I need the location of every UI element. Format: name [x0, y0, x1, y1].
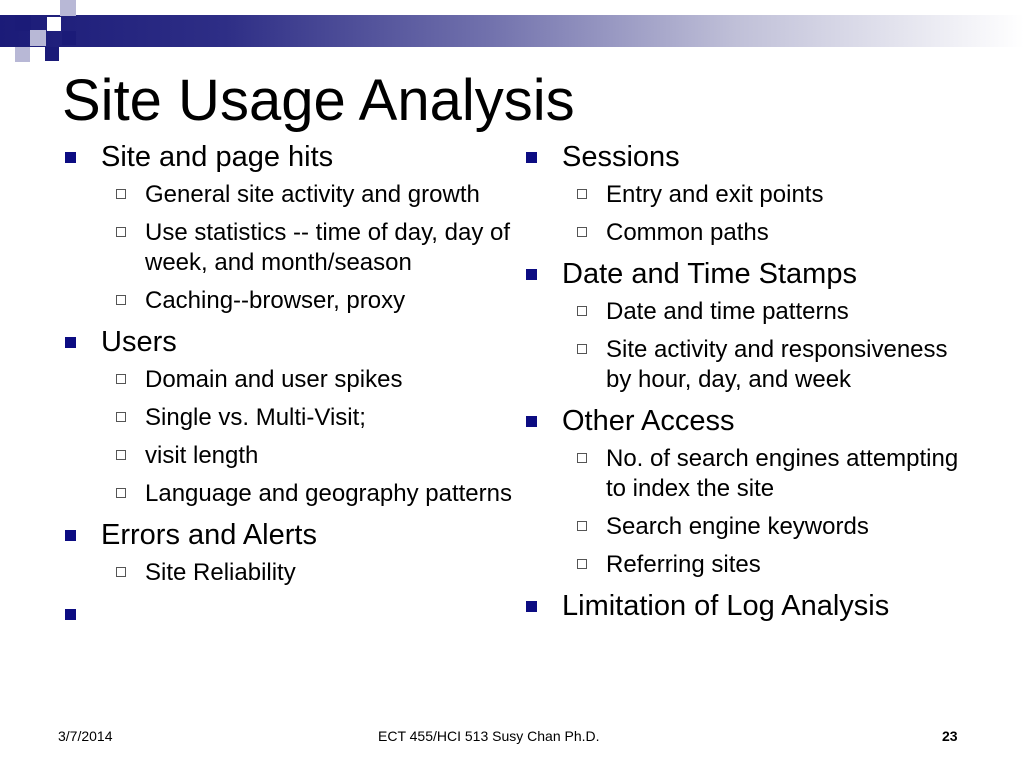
hollow-square-bullet-icon — [116, 295, 126, 305]
sub-bullet-item — [523, 444, 963, 504]
bullet-item — [62, 325, 512, 509]
sub-bullet-text: Referring sites — [606, 551, 761, 578]
sub-bullet-text: Site Reliability — [145, 559, 296, 586]
bullet-text: Date and Time Stamps — [562, 258, 857, 290]
sub-bullet-item — [523, 335, 963, 395]
bullet-item — [523, 589, 963, 623]
sub-bullet-item — [62, 218, 512, 278]
sub-bullet-item — [523, 512, 963, 542]
sub-bullet-item — [62, 180, 512, 210]
sub-bullet-text: Site activity and responsiveness by hour, day, and week — [606, 336, 948, 393]
header-square-dark — [62, 31, 76, 45]
header-square-light — [15, 47, 30, 62]
hollow-square-bullet-icon — [577, 453, 587, 463]
sub-bullet-text: Search engine keywords — [606, 513, 869, 540]
square-bullet-icon — [526, 152, 537, 163]
hollow-square-bullet-icon — [577, 306, 587, 316]
slide-title: Site Usage Analysis — [62, 68, 575, 133]
sub-bullet-text: Language and geography patterns — [145, 480, 512, 507]
sub-bullet-item — [523, 297, 963, 327]
left-column — [62, 140, 512, 597]
sub-bullet-item — [62, 479, 512, 509]
sub-bullet-item — [523, 218, 963, 248]
sub-bullet-text: No. of search engines attempting to index the site — [606, 445, 959, 502]
bullet-text: Users — [101, 326, 177, 358]
right-column — [523, 140, 963, 632]
bullet-text: Other Access — [562, 405, 735, 437]
bullet-item — [523, 140, 963, 248]
bullet-item — [62, 518, 512, 588]
sub-bullet-item — [62, 286, 512, 316]
sub-bullet-item — [523, 180, 963, 210]
page-number: 23 — [942, 728, 958, 744]
sub-bullet-text: Common paths — [606, 219, 769, 246]
hollow-square-bullet-icon — [116, 450, 126, 460]
bullet-text: Errors and Alerts — [101, 519, 317, 551]
square-bullet-icon — [526, 416, 537, 427]
hollow-square-bullet-icon — [577, 189, 587, 199]
sub-bullet-item — [62, 558, 512, 588]
sub-bullet-text: Entry and exit points — [606, 181, 824, 208]
bullet-text: Site and page hits — [101, 141, 334, 173]
header-square-dark — [15, 15, 31, 31]
bullet-text: Limitation of Log Analysis — [562, 590, 890, 622]
hollow-square-bullet-icon — [116, 412, 126, 422]
hollow-square-bullet-icon — [116, 374, 126, 384]
hollow-square-bullet-icon — [577, 344, 587, 354]
footer-date: 3/7/2014 — [58, 728, 113, 744]
header-square-light — [60, 0, 76, 16]
bullet-item — [523, 404, 963, 580]
square-bullet-icon — [65, 152, 76, 163]
hollow-square-bullet-icon — [577, 521, 587, 531]
square-bullet-icon — [65, 609, 76, 620]
sub-bullet-text: Date and time patterns — [606, 298, 849, 325]
header-square-white — [45, 0, 59, 14]
sub-bullet-item — [62, 441, 512, 471]
sub-bullet-item — [62, 403, 512, 433]
square-bullet-icon — [65, 530, 76, 541]
sub-bullet-text: Use statistics -- time of day, day of week, and month/season — [145, 219, 511, 276]
header-gradient-bar — [0, 15, 1024, 47]
sub-bullet-text: Caching--browser, proxy — [145, 287, 406, 314]
bullet-text: Sessions — [562, 141, 680, 173]
hollow-square-bullet-icon — [116, 189, 126, 199]
square-bullet-icon — [526, 269, 537, 280]
header-square-light — [30, 30, 46, 46]
sub-bullet-text: Single vs. Multi-Visit; — [145, 404, 366, 431]
bullet-item — [62, 140, 512, 316]
sub-bullet-text: Domain and user spikes — [145, 366, 403, 393]
square-bullet-icon — [526, 601, 537, 612]
sub-bullet-item — [62, 365, 512, 395]
header-square-white — [47, 17, 61, 31]
header-square-dark — [45, 47, 59, 61]
sub-bullet-item — [523, 550, 963, 580]
sub-bullet-text: General site activity and growth — [145, 181, 480, 208]
square-bullet-icon — [65, 337, 76, 348]
hollow-square-bullet-icon — [116, 488, 126, 498]
bullet-item — [523, 257, 963, 395]
hollow-square-bullet-icon — [577, 559, 587, 569]
hollow-square-bullet-icon — [116, 567, 126, 577]
hollow-square-bullet-icon — [116, 227, 126, 237]
sub-bullet-text: visit length — [145, 442, 259, 469]
footer-course: ECT 455/HCI 513 Susy Chan Ph.D. — [378, 728, 600, 744]
hollow-square-bullet-icon — [577, 227, 587, 237]
